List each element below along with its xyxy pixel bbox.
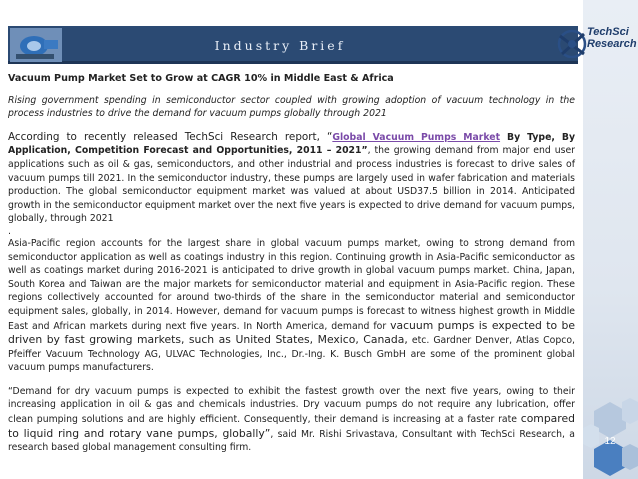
paragraph-1 [8, 131, 575, 226]
pump-image-icon [10, 28, 62, 62]
article-subhead: Rising government spending in semiconductor sector coupled with growing adoption of vacuum technology in the process industries to drive the demand for vacuum pumps globally through 2021 [8, 94, 575, 120]
paragraph-3-emphasis: compared to liquid ring and rotary vane pumps, globally” [8, 412, 575, 440]
paragraph-1-rest: , the growing demand from major end user applications such as oil & gas, semiconductors, and other industrial and process industries is forecast to drive sales of vacuum pumps till 2021. In the semiconductor industry, these pumps are largely used in wafer fabrication and materials production. The global semiconductor equipment market was valued at about USD37.5 billion in 2014. Anticipated growth in the semiconductor equipment market over the next five years is expected to drive demand for vacuum pumps, globally, through 2021 [8, 145, 575, 225]
paragraph-2 [8, 237, 575, 375]
report-link[interactable]: Global Vacuum Pumps Market [332, 131, 501, 143]
article-content [8, 72, 575, 455]
logo-line-2: Research [587, 38, 637, 50]
paragraph-3-a: “Demand for dry vacuum pumps is expected to exhibit the fastest growth over the next five years, owing to their increasing application in oil & gas and chemicals industries. Dry vacuum pumps do not require any lubrication, offer clean pumping solutions and are highly efficient. Consequently, their demand is increasing at a faster rate [8, 385, 575, 426]
logo-line-1: TechSci [587, 26, 629, 38]
paragraph-2-b: etc. Gardner Denver, Atlas Copco, Pfeiffer Vacuum Technology AG, ULVAC Technologies, Inc., Dr.-Ing. K. Busch GmbH are some of the prominent global vacuum pumps manufacturers. [8, 335, 575, 374]
report-title-bold: By Type, By Application, Competition Forecast and Opportunities, 2011 – 2021” [8, 131, 576, 157]
paragraph-2-emphasis: vacuum pumps is expected to be driven by fast growing markets, such as United States, Mexico, Canada, [8, 318, 575, 347]
logo-text [587, 26, 637, 50]
article-headline: Vacuum Pump Market Set to Grow at CAGR 10% in Middle East & Africa [8, 73, 394, 84]
header-title: Industry Brief [214, 38, 346, 53]
separator-dot: . [8, 225, 11, 237]
paragraph-2-a: Asia-Pacific region accounts for the largest share in global vacuum pumps market, owing to strong demand from semiconductor application as well as coatings industry in this region. Continuing growth in Asia-Pacific semiconductor as well as coatings market during 2016-2021 is anticipated to drive growth in global vacuum pumps market. China, Japan, South Korea and Taiwan are the major markets for semiconductor material and equipment in Asia-Pacific region. These regions collectively accounted for around two-thirds of the share in the semiconductor material and semiconductor equipment sales, globally, in 2014. However, demand for vacuum pumps is forecast to witness highest growth in Middle East and African markets during next five years. In North America, demand for [8, 237, 575, 332]
paragraph-3-b: , said Mr. Rishi Srivastava, Consultant with TechSci Research, a research based global management consulting firm. [8, 428, 575, 454]
paragraph-3-quote [8, 385, 575, 455]
page-number: 12 [604, 436, 616, 447]
vacuum-pump-photo [10, 28, 62, 62]
paragraph-1-lead: According to recently released TechSci Research report, “ [8, 130, 333, 143]
